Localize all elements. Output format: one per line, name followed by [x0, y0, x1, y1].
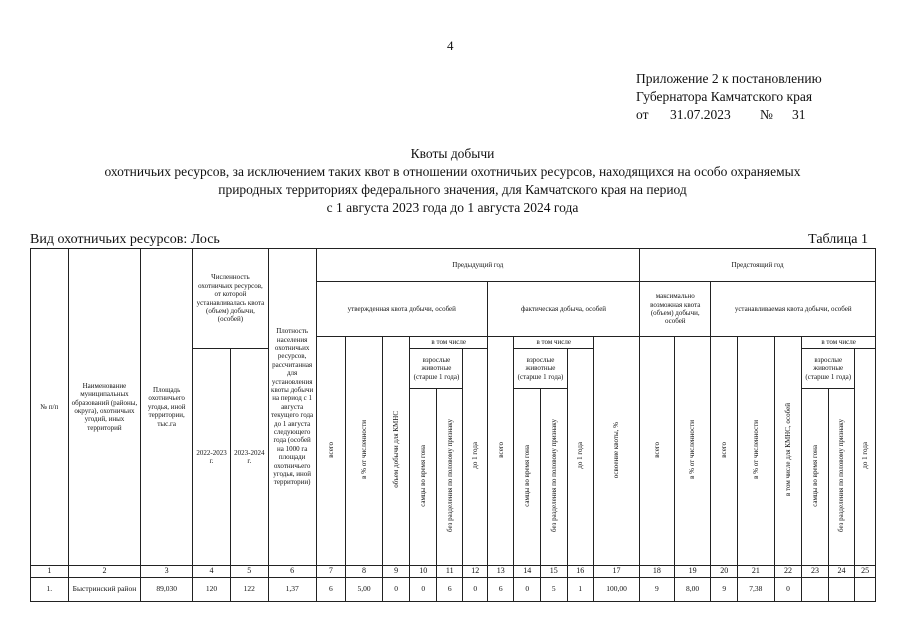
header-set-incl: в том числе — [802, 337, 876, 349]
cell-area: 89,030 — [141, 578, 193, 602]
header-max-total: всего — [640, 337, 675, 566]
header-actual-males: самцы во время гона — [514, 389, 541, 566]
header-max-possible: максимально возможная квота (объем) добычи, особей — [640, 282, 711, 337]
header-approved-adults: взрослые животные (старше 1 года) — [410, 349, 463, 389]
cell-approved-pct: 5,00 — [346, 578, 383, 602]
cell-approved-males: 0 — [410, 578, 437, 602]
cell-approved-kmns: 0 — [382, 578, 410, 602]
cell-approved-under1: 0 — [463, 578, 487, 602]
header-num: № п/п — [31, 249, 69, 566]
cell-set-males — [802, 578, 829, 602]
col-number: 20 — [711, 566, 738, 578]
title-line4: с 1 августа 2023 года до 1 августа 2024 года — [326, 200, 579, 215]
header-next-year: Предстоящий год — [640, 249, 876, 282]
header-prev-year: Предыдущий год — [316, 249, 639, 282]
header-count: Численность охотничьих ресурсов, от которой устанавливалась квота (объем) добычи, (особей) — [193, 249, 268, 349]
cell-num: 1. — [31, 578, 69, 602]
cell-actual-total: 6 — [487, 578, 514, 602]
col-number: 6 — [268, 566, 316, 578]
header-set-quota: устанавливаемая квота добычи, особей — [711, 282, 876, 337]
header-approved-total: всего — [316, 337, 346, 566]
cell-actual-under1: 1 — [567, 578, 594, 602]
cell-actual-nosex: 5 — [540, 578, 567, 602]
header-set-total: всего — [711, 337, 738, 566]
cell-approved-total: 6 — [316, 578, 346, 602]
col-number: 16 — [567, 566, 594, 578]
header-area: Площадь охотничьего угодья, иной территории, тыс.га — [141, 249, 193, 566]
table-label: Таблица 1 — [808, 232, 868, 247]
header-set-kmns: в том числе для КМНС, особей — [774, 337, 802, 566]
header-actual-incl: в том числе — [514, 337, 594, 349]
header-approved-males: самцы во время гона — [410, 389, 437, 566]
col-number: 24 — [828, 566, 855, 578]
title-line2: охотничьих ресурсов, за исключением таких квот в отношении охотничьих ресурсов, находящихся на особо охраняемых — [104, 164, 801, 179]
appendix-date: 31.07.2023 — [670, 107, 731, 122]
col-number: 18 — [640, 566, 675, 578]
col-number: 7 — [316, 566, 346, 578]
col-number: 1 — [31, 566, 69, 578]
col-number: 25 — [855, 566, 876, 578]
header-actual-nosex: без разделения по половому признаку — [540, 389, 567, 566]
header-actual-total: всего — [487, 337, 514, 566]
col-number: 4 — [193, 566, 231, 578]
page-number: 4 — [447, 38, 454, 53]
header-y2023: 2023-2024 г. — [230, 349, 268, 566]
col-number: 5 — [230, 566, 268, 578]
header-set-pct: в % от численности — [737, 337, 774, 566]
cell-count-2023: 122 — [230, 578, 268, 602]
cell-usage-pct: 100,00 — [594, 578, 640, 602]
cell-set-total: 9 — [711, 578, 738, 602]
title-line3: природных территориях федерального значения, для Камчатского края на период — [218, 182, 687, 197]
appendix-date-line — [636, 106, 822, 124]
col-number: 21 — [737, 566, 774, 578]
header-y2022: 2022-2023 г. — [193, 349, 231, 566]
col-number: 8 — [346, 566, 383, 578]
table-row — [31, 578, 876, 602]
header-name: Наименование муниципальных образований (районы, округа), охотничьих угодий, иных территорий — [68, 249, 140, 566]
col-number: 11 — [436, 566, 463, 578]
col-number: 22 — [774, 566, 802, 578]
col-number: 10 — [410, 566, 437, 578]
header-set-males: самцы во время гона — [802, 389, 829, 566]
quota-table — [30, 248, 876, 602]
header-actual: фактическая добыча, особей — [487, 282, 639, 337]
appendix-block — [636, 70, 822, 124]
col-number: 9 — [382, 566, 410, 578]
header-actual-adults: взрослые животные (старше 1 года) — [514, 349, 567, 389]
appendix-line1: Приложение 2 к постановлению — [636, 71, 822, 86]
cell-name: Быстринский район — [68, 578, 140, 602]
header-usage-pct: освоение квоты, % — [594, 337, 640, 566]
col-number: 17 — [594, 566, 640, 578]
col-number: 14 — [514, 566, 541, 578]
cell-count-2022: 120 — [193, 578, 231, 602]
col-number: 3 — [141, 566, 193, 578]
col-number: 23 — [802, 566, 829, 578]
header-approved-incl: в том числе — [410, 337, 488, 349]
col-number: 2 — [68, 566, 140, 578]
cell-max-pct: 8,00 — [674, 578, 711, 602]
header-set-adults: взрослые животные (старше 1 года) — [802, 349, 855, 389]
header-approved: утвержденная квота добычи, особей — [316, 282, 487, 337]
header-density: Плотность населения охотничьих ресурсов, рассчитанная для установления квоты добычи на период с 1 августа текущего года до 1 августа следующего года (особей на 1000 га площади охотничьего угодья, иной территории) — [268, 249, 316, 566]
header-approved-pct: в % от численности — [346, 337, 383, 566]
cell-approved-nosex: 6 — [436, 578, 463, 602]
appendix-number: 31 — [792, 107, 806, 122]
appendix-line2: Губернатора Камчатского края — [636, 89, 813, 104]
header-set-under1: до 1 года — [855, 349, 876, 566]
cell-set-under1 — [855, 578, 876, 602]
cell-set-kmns: 0 — [774, 578, 802, 602]
header-actual-under1: до 1 года — [567, 349, 594, 566]
col-number: 12 — [463, 566, 487, 578]
title-line1: Квоты добычи — [410, 146, 495, 161]
document-title — [0, 145, 905, 217]
cell-max-total: 9 — [640, 578, 675, 602]
col-number: 19 — [674, 566, 711, 578]
header-max-pct: в % от численности — [674, 337, 711, 566]
cell-density: 1,37 — [268, 578, 316, 602]
header-approved-under1: до 1 года — [463, 349, 487, 566]
cell-set-nosex — [828, 578, 855, 602]
header-approved-nosex: без разделения по половому признаку — [436, 389, 463, 566]
resource-label: Вид охотничьих ресурсов: Лось — [30, 232, 220, 247]
cell-actual-males: 0 — [514, 578, 541, 602]
appendix-no-label: № — [760, 107, 773, 122]
cell-set-pct: 7,38 — [737, 578, 774, 602]
appendix-from-label: от — [636, 107, 649, 122]
column-number-row — [31, 566, 876, 578]
header-approved-kmns: объем добычи для КМНС — [382, 337, 410, 566]
header-set-nosex: без разделения по половому признаку — [828, 389, 855, 566]
col-number: 13 — [487, 566, 514, 578]
col-number: 15 — [540, 566, 567, 578]
